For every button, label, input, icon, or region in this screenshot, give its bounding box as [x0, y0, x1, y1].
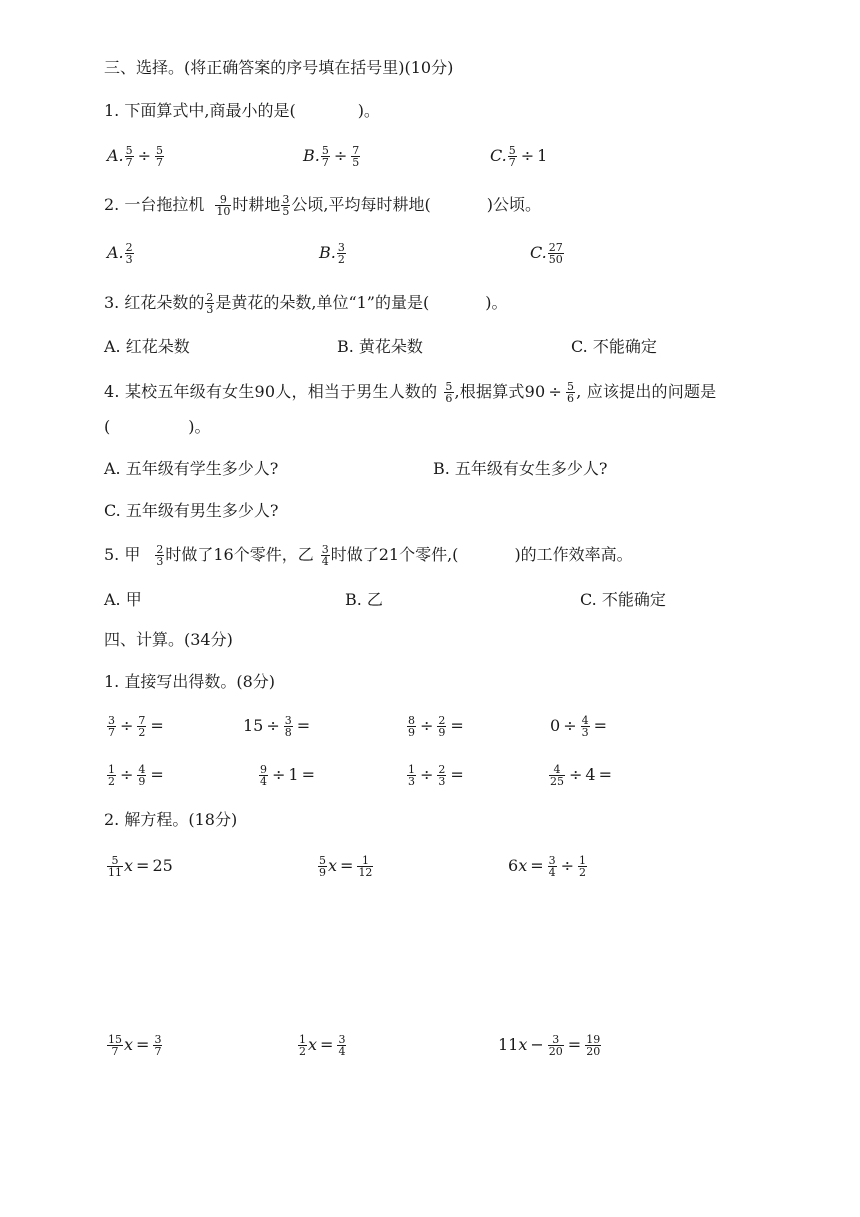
fraction: $\frac{2}{3}$: [206, 291, 214, 316]
q2-option-c[interactable]: C. $\frac{27}{50}$: [530, 241, 563, 266]
fraction: $\frac{5}{6}$: [566, 380, 575, 405]
q2-option-a[interactable]: A. $\frac{2}{3}$: [107, 241, 133, 266]
equation[interactable]: $\frac{1}{2}$ x = $\frac{3}{4}$: [299, 1033, 346, 1058]
fraction: $\frac{1}{3}$: [408, 763, 415, 788]
calc-expression[interactable]: $\frac{8}{9}$ ÷ $\frac{2}{9}$ =: [408, 714, 464, 739]
fraction: $\frac{2}{9}$: [438, 714, 446, 739]
calc-expression[interactable]: $\frac{9}{4}$ ÷ 1 =: [260, 763, 315, 788]
fraction: $\frac{3}{4}$: [321, 543, 329, 568]
q1-prefix: 1. 下面算式中,商最小的是(: [104, 101, 296, 120]
fraction: $\frac{2}{3}$: [156, 543, 164, 568]
fraction: $\frac{2}{3}$: [125, 241, 133, 266]
q1-suffix: )。: [357, 101, 380, 120]
fraction: $\frac{7}{5}$: [352, 144, 360, 169]
equation[interactable]: $\frac{15}{7}$ x = $\frac{3}{7}$: [108, 1033, 162, 1058]
fraction: $\frac{3}{8}$: [284, 714, 292, 739]
calc-expression[interactable]: $\frac{3}{7}$ ÷ $\frac{7}{2}$ =: [108, 714, 164, 739]
fraction: $\frac{1}{2}$: [299, 1033, 306, 1058]
fraction: $\frac{3}{4}$: [548, 854, 556, 879]
question-3: 3. 红花朵数的 $\frac{2}{3}$ 是黄花的朵数,单位“1”的量是( )。: [104, 291, 508, 316]
q4-option-b[interactable]: B. 五年级有女生多少人?: [433, 459, 608, 478]
fraction: $\frac{4}{3}$: [581, 714, 589, 739]
q5-option-b[interactable]: B. 乙: [345, 590, 383, 609]
fraction: $\frac{19}{20}$: [586, 1033, 601, 1058]
fraction: $\frac{5}{7}$: [125, 144, 133, 169]
fraction: $\frac{5}{7}$: [156, 144, 164, 169]
question-2: 2. 一台拖拉机 $\frac{9}{10}$ 时耕地 $\frac{3}{5}$ 公顷,平均每时耕地( )公顷。: [104, 193, 541, 218]
equation[interactable]: 11x − $\frac{3}{20}$ = $\frac{19}{20}$: [498, 1033, 601, 1058]
fraction: $\frac{5}{9}$: [319, 854, 326, 879]
question-4-answer: ( )。: [104, 417, 211, 436]
q3-option-a[interactable]: A. 红花朵数: [104, 337, 190, 356]
fraction: $\frac{3}{20}$: [548, 1033, 563, 1058]
q5-option-c[interactable]: C. 不能确定: [580, 590, 666, 609]
q1-option-a[interactable]: A. $\frac{5}{7}$ ÷ $\frac{5}{7}$: [107, 144, 164, 169]
q1-option-c[interactable]: C. $\frac{5}{7}$ ÷ 1: [490, 144, 548, 169]
calc-expression[interactable]: 0 ÷ $\frac{4}{3}$ =: [550, 714, 607, 739]
fraction: $\frac{5}{7}$: [321, 144, 329, 169]
fraction: $\frac{9}{10}$: [216, 193, 231, 218]
section-4-title: 四、计算。(34分): [104, 630, 233, 649]
part-1-title: 1. 直接写出得数。(8分): [104, 672, 276, 691]
calc-expression[interactable]: $\frac{1}{3}$ ÷ $\frac{2}{3}$ =: [408, 763, 464, 788]
fraction: $\frac{27}{50}$: [548, 241, 563, 266]
q3-option-b[interactable]: B. 黄花朵数: [337, 337, 423, 356]
fraction: $\frac{5}{11}$: [108, 854, 122, 879]
equation[interactable]: $\frac{5}{9}$ x = $\frac{1}{12}$: [319, 854, 373, 879]
equation[interactable]: $\frac{5}{11}$ x = 25: [108, 854, 173, 879]
fraction: $\frac{2}{3}$: [438, 763, 446, 788]
fraction: $\frac{1}{2}$: [108, 763, 115, 788]
fraction: $\frac{3}{2}$: [337, 241, 345, 266]
fraction: $\frac{1}{12}$: [358, 854, 373, 879]
calc-expression[interactable]: $\frac{4}{25}$ ÷ 4 =: [550, 763, 612, 788]
fraction: $\frac{7}{2}$: [138, 714, 146, 739]
fraction: $\frac{3}{5}$: [282, 193, 290, 218]
calc-expression[interactable]: 15 ÷ $\frac{3}{8}$ =: [243, 714, 311, 739]
fraction: $\frac{3}{7}$: [108, 714, 115, 739]
q5-option-a[interactable]: A. 甲: [104, 590, 142, 609]
fraction: $\frac{4}{9}$: [138, 763, 146, 788]
q3-option-c[interactable]: C. 不能确定: [571, 337, 657, 356]
question-1: [104, 101, 380, 121]
fraction: $\frac{5}{6}$: [445, 380, 453, 405]
q1-option-b[interactable]: B. $\frac{5}{7}$ ÷ $\frac{7}{5}$: [303, 144, 360, 169]
q4-option-a[interactable]: A. 五年级有学生多少人?: [104, 459, 279, 478]
fraction: $\frac{8}{9}$: [408, 714, 415, 739]
q2-option-b[interactable]: B. $\frac{3}{2}$: [319, 241, 345, 266]
question-4: 4. 某校五年级有女生90人，相当于男生人数的 $\frac{5}{6}$ ,根据算式90 ÷ $\frac{5}{6}$ , 应该提出的问题是: [104, 380, 717, 405]
fraction: $\frac{4}{25}$: [550, 763, 564, 788]
q4-option-c[interactable]: C. 五年级有男生多少人?: [104, 501, 279, 520]
fraction: $\frac{3}{7}$: [154, 1033, 162, 1058]
question-5: 5. 甲 $\frac{2}{3}$ 时做了16个零件，乙 $\frac{3}{4}$ 时做了21个零件,( )的工作效率高。: [104, 543, 633, 568]
fraction: $\frac{3}{4}$: [338, 1033, 346, 1058]
fraction: $\frac{5}{7}$: [508, 144, 516, 169]
equation[interactable]: 6x = $\frac{3}{4}$ ÷ $\frac{1}{2}$: [508, 854, 587, 879]
fraction: $\frac{15}{7}$: [108, 1033, 122, 1058]
calc-expression[interactable]: $\frac{1}{2}$ ÷ $\frac{4}{9}$ =: [108, 763, 164, 788]
part-2-title: 2. 解方程。(18分): [104, 810, 238, 829]
fraction: $\frac{9}{4}$: [260, 763, 267, 788]
fraction: $\frac{1}{2}$: [579, 854, 587, 879]
section-3-title: 三、选择。(将正确答案的序号填在括号里)(10分): [104, 58, 454, 77]
